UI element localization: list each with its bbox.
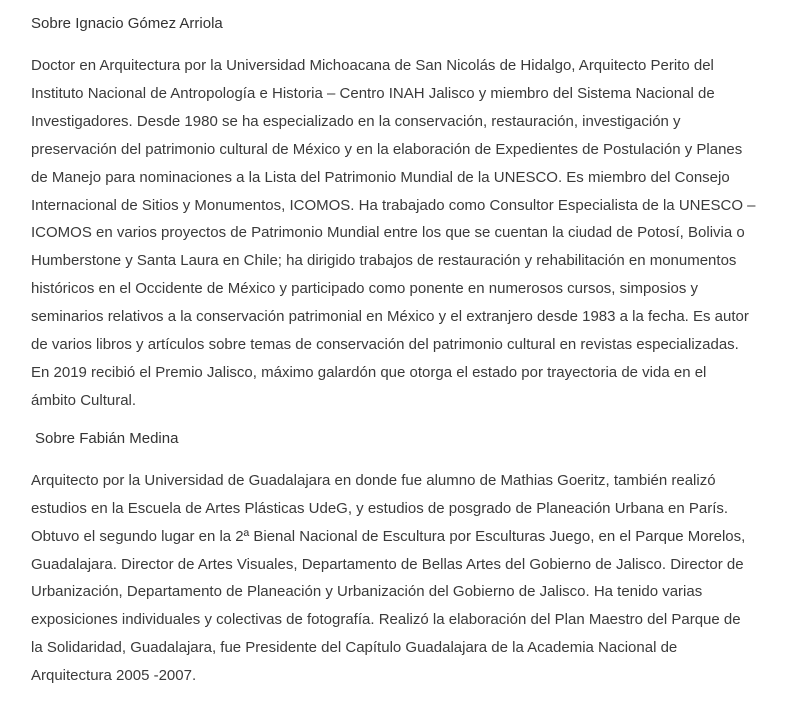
section-title-ignacio: Sobre Ignacio Gómez Arriola xyxy=(31,15,223,32)
bio-line: seminarios relativos a la conservación patrimonial en México y el extranjero desde 1983 a la fecha. Es autor xyxy=(31,308,749,326)
bio-line: Doctor en Arquitectura por la Universidad Michoacana de San Nicolás de Hidalgo, Arquitecto Perito del xyxy=(31,57,714,74)
bio-line: Arquitectura 2005 -2007. xyxy=(31,667,197,685)
bio-line: Internacional de Sitios y Monumentos, ICOMOS. Ha trabajado como Consultor Especialista de la UNESCO – xyxy=(31,196,756,214)
bio-line: Humberstone y Santa Laura en Chile; ha dirigido trabajos de restauración y rehabilitación en monumentos xyxy=(31,252,737,270)
bio-line: la Solidaridad, Guadalajara, fue Presidente del Capítulo Guadalajara de la Academia Nacional de xyxy=(31,639,678,657)
section-title-fabian: Sobre Fabián Medina xyxy=(35,429,179,447)
bio-ignacio xyxy=(31,52,770,415)
bio-line: Guadalajara. Director de Artes Visuales, Departamento de Bellas Artes del Gobierno de Jalisco. Director de xyxy=(31,555,744,573)
bio-line: estudios en la Escuela de Artes Plásticas UdeG, y estudios de posgrado de Planeación Urbana en París. xyxy=(31,499,729,517)
bio-line: Obtuvo el segundo lugar en la 2ª Bienal Nacional de Escultura por Esculturas Juego, en el Parque Morelos, xyxy=(31,527,746,545)
bio-line: preservación del patrimonio cultural de México y en la elaboración de Expedientes de Postulación y Planes xyxy=(31,140,743,158)
bio-line: Instituto Nacional de Antropología e Historia – Centro INAH Jalisco y miembro del Sistema Nacional de xyxy=(31,84,715,102)
bio-line: ámbito Cultural. xyxy=(31,391,137,409)
bio-line: de varios libros y artículos sobre temas de conservación del patrimonio cultural en revistas especializadas. xyxy=(31,336,739,354)
bio-line: En 2019 recibió el Premio Jalisco, máximo galardón que otorga el estado por trayectoria de vida en el xyxy=(31,363,707,381)
bio-line: exposiciones individuales y colectivas de fotografía. Realizó la elaboración del Plan Maestro del Parque de xyxy=(31,611,741,629)
bio-fabian xyxy=(31,467,770,690)
bio-line: Investigadores. Desde 1980 se ha especializado en la conservación, restauración, investigación y xyxy=(31,112,681,130)
bio-line: ICOMOS en varios proyectos de Patrimonio Mundial entre los que se cuentan la ciudad de Potosí, Bolivia o xyxy=(31,224,745,242)
bio-line: Urbanización, Departamento de Planeación y Urbanización del Gobierno de Jalisco. Ha tenido varias xyxy=(31,583,703,601)
bio-line: de Manejo para nominaciones a la Lista del Patrimonio Mundial de la UNESCO. Es miembro del Consejo xyxy=(31,168,730,186)
bio-line: históricos en el Occidente de México y participado como ponente en numerosos cursos, simposios y xyxy=(31,280,698,298)
bio-line: Arquitecto por la Universidad de Guadalajara en donde fue alumno de Mathias Goeritz, también realizó xyxy=(31,471,716,489)
